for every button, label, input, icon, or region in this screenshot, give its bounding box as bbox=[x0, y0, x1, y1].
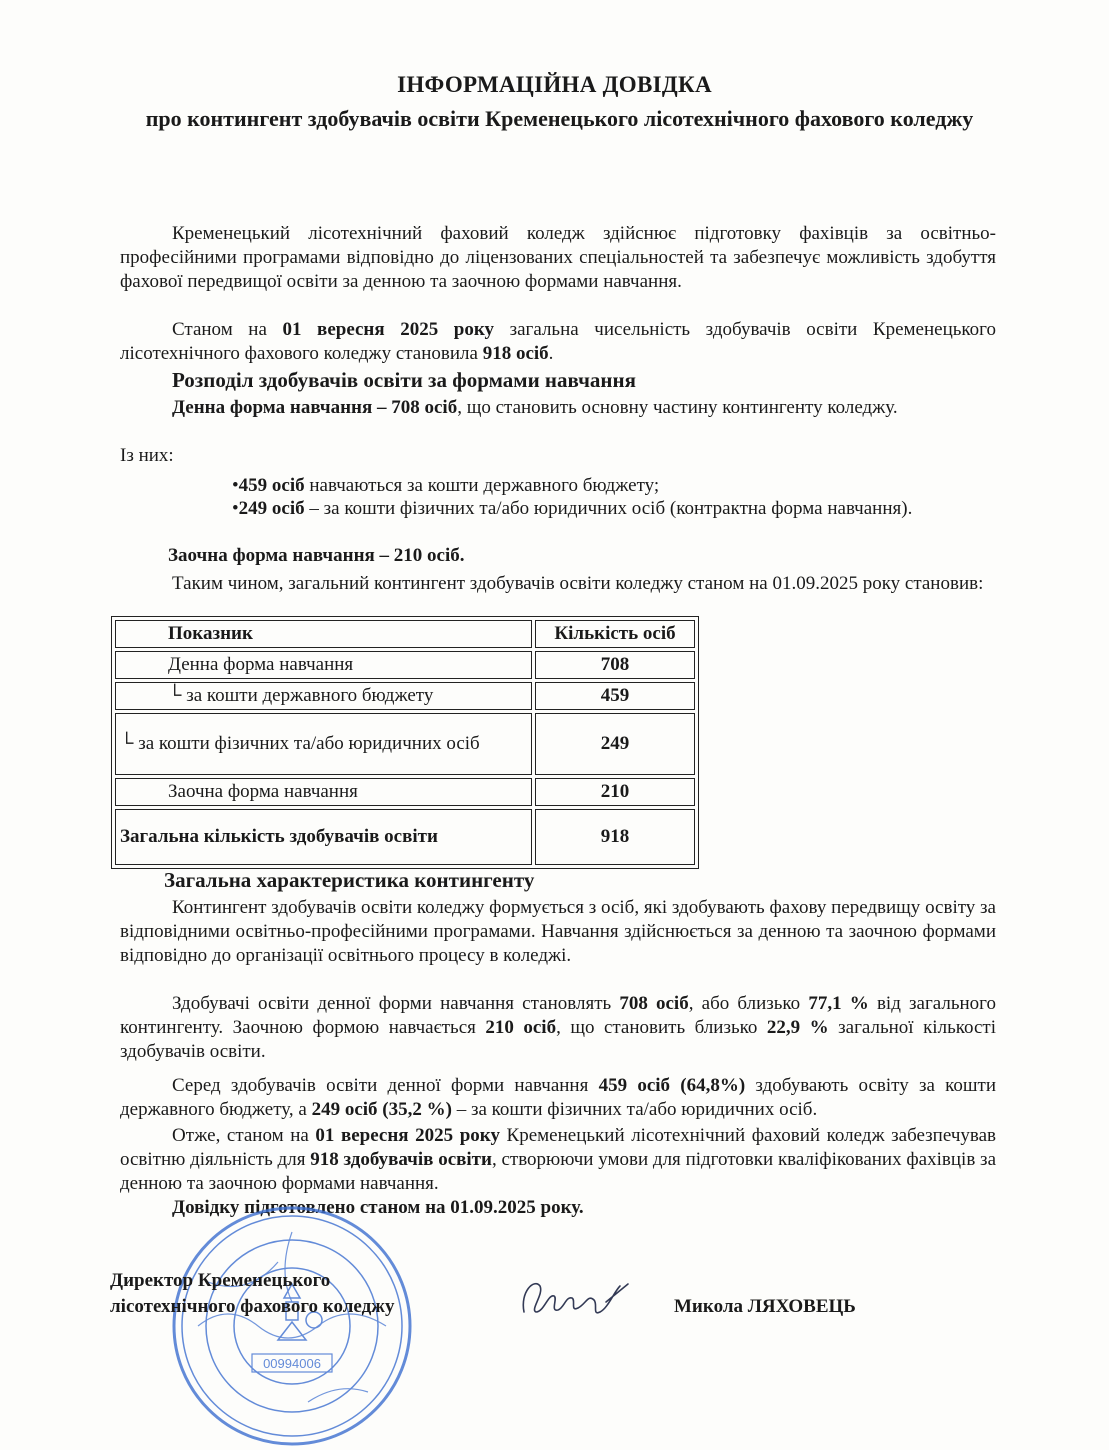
signatory-name: Микола ЛЯХОВЕЦЬ bbox=[674, 1296, 856, 1317]
day-form-paragraph: Денна форма навчання – 708 осіб, що становить основну частину контингенту коледжу. bbox=[172, 397, 898, 418]
characteristics-paragraph-3: Серед здобувачів освіти денної форми навчання 459 осіб (64,8%) здобувають освіту за кошти державного бюджету, а 249 осіб (35,2 %) – за кошти фізичних та/або юридичних осіб. bbox=[120, 1075, 996, 1120]
bullet-budget: •459 осіб навчаються за кошти державного бюджету; bbox=[232, 475, 660, 496]
table-cell-label: Загальна кількість здобувачів освіти bbox=[115, 809, 532, 865]
table-cell-label: Денна форма навчання bbox=[115, 651, 532, 679]
table-cell-value: 249 bbox=[535, 713, 695, 775]
table-cell-value: 459 bbox=[535, 682, 695, 710]
characteristics-heading: Загальна характеристика контингенту bbox=[164, 868, 535, 892]
table-row bbox=[115, 651, 695, 679]
table-cell-value: 918 bbox=[535, 809, 695, 865]
table-cell-value: 708 bbox=[535, 651, 695, 679]
contingent-table bbox=[111, 616, 699, 869]
table-cell-label: └ за кошти державного бюджету bbox=[115, 682, 532, 710]
bullet-contract: •249 осіб – за кошти фізичних та/або юридичних осіб (контрактна форма навчання). bbox=[232, 498, 913, 519]
table-row bbox=[115, 713, 695, 775]
extramural-line: Заочна форма навчання – 210 осіб. bbox=[168, 545, 465, 566]
distribution-heading: Розподіл здобувачів освіти за формами навчання bbox=[172, 368, 636, 392]
day-form-label: Денна форма навчання – 708 осіб bbox=[172, 397, 458, 418]
stamp-code: 00994006 bbox=[263, 1356, 321, 1371]
table-cell-label: └ за кошти фізичних та/або юридичних осіб bbox=[115, 713, 532, 775]
document-subtitle: про контингент здобувачів освіти Кременецького лісотехнічного фахового коледжу bbox=[145, 106, 974, 131]
table-cell-value: 210 bbox=[535, 778, 695, 806]
table-header-value: Кількість осіб bbox=[535, 620, 695, 648]
official-stamp-icon bbox=[168, 1202, 416, 1450]
intro-paragraph: Кременецький лісотехнічний фаховий коледж здійснює підготовку фахівців за освітньо-професійними програмами відповідно до ліцензованих спеціальностей та забезпечує можливість здобуття фахової передвищої освіти за денною та заочною формами навчання. bbox=[120, 223, 996, 292]
intro-total: 918 осіб bbox=[482, 343, 549, 364]
table-header-row bbox=[115, 620, 695, 648]
table-row bbox=[115, 809, 695, 865]
document-title: ІНФОРМАЦІЙНА ДОВІДКА bbox=[397, 72, 712, 97]
summary-paragraph: Таким чином, загальний контингент здобувачів освіти коледжу станом на 01.09.2025 року становив: bbox=[172, 573, 984, 594]
bullet-icon: • bbox=[232, 475, 239, 496]
table-row bbox=[115, 778, 695, 806]
table-cell-label: Заочна форма навчання bbox=[115, 778, 532, 806]
intro-date: 01 вересня 2025 року bbox=[282, 319, 495, 340]
prepared-date-line: Довідку підготовлено станом на 01.09.2025 року. bbox=[172, 1197, 584, 1218]
characteristics-paragraph-4: Отже, станом на 01 вересня 2025 року Кременецький лісотехнічний фаховий коледж забезпечував освітню діяльність для 918 здобувачів освіти, створюючи умови для підготовки кваліфікованих фахівців за денною та заочною формами навчання. bbox=[120, 1125, 996, 1194]
characteristics-paragraph-2: Здобувачі освіти денної форми навчання становлять 708 осіб, або близько 77,1 % від загального контингенту. Заочною формою навчається 210 осіб, що становить близько 22,9 % загальної кількості здобувачів освіти. bbox=[120, 993, 996, 1062]
bullet-icon: • bbox=[232, 498, 239, 519]
signatory-position: Директор Кременецького лісотехнічного фахового коледжу bbox=[110, 1270, 395, 1317]
handwritten-signature-icon bbox=[510, 1272, 640, 1322]
table-header-label: Показник bbox=[115, 620, 532, 648]
intro-total-paragraph: Станом на 01 вересня 2025 року загальна чисельність здобувачів освіти Кременецького лісотехнічного фахового коледжу становила 918 осіб. bbox=[120, 319, 996, 364]
characteristics-paragraph-1: Контингент здобувачів освіти коледжу формується з осіб, які здобувають фахову передвищу освіту за відповідними освітньо-професійними програмами. Навчання здійснюється за денною та заочною формами відповідно до організації освітнього процесу в коледжі. bbox=[120, 897, 996, 966]
table-row bbox=[115, 682, 695, 710]
of-them-label: Із них: bbox=[120, 445, 174, 466]
